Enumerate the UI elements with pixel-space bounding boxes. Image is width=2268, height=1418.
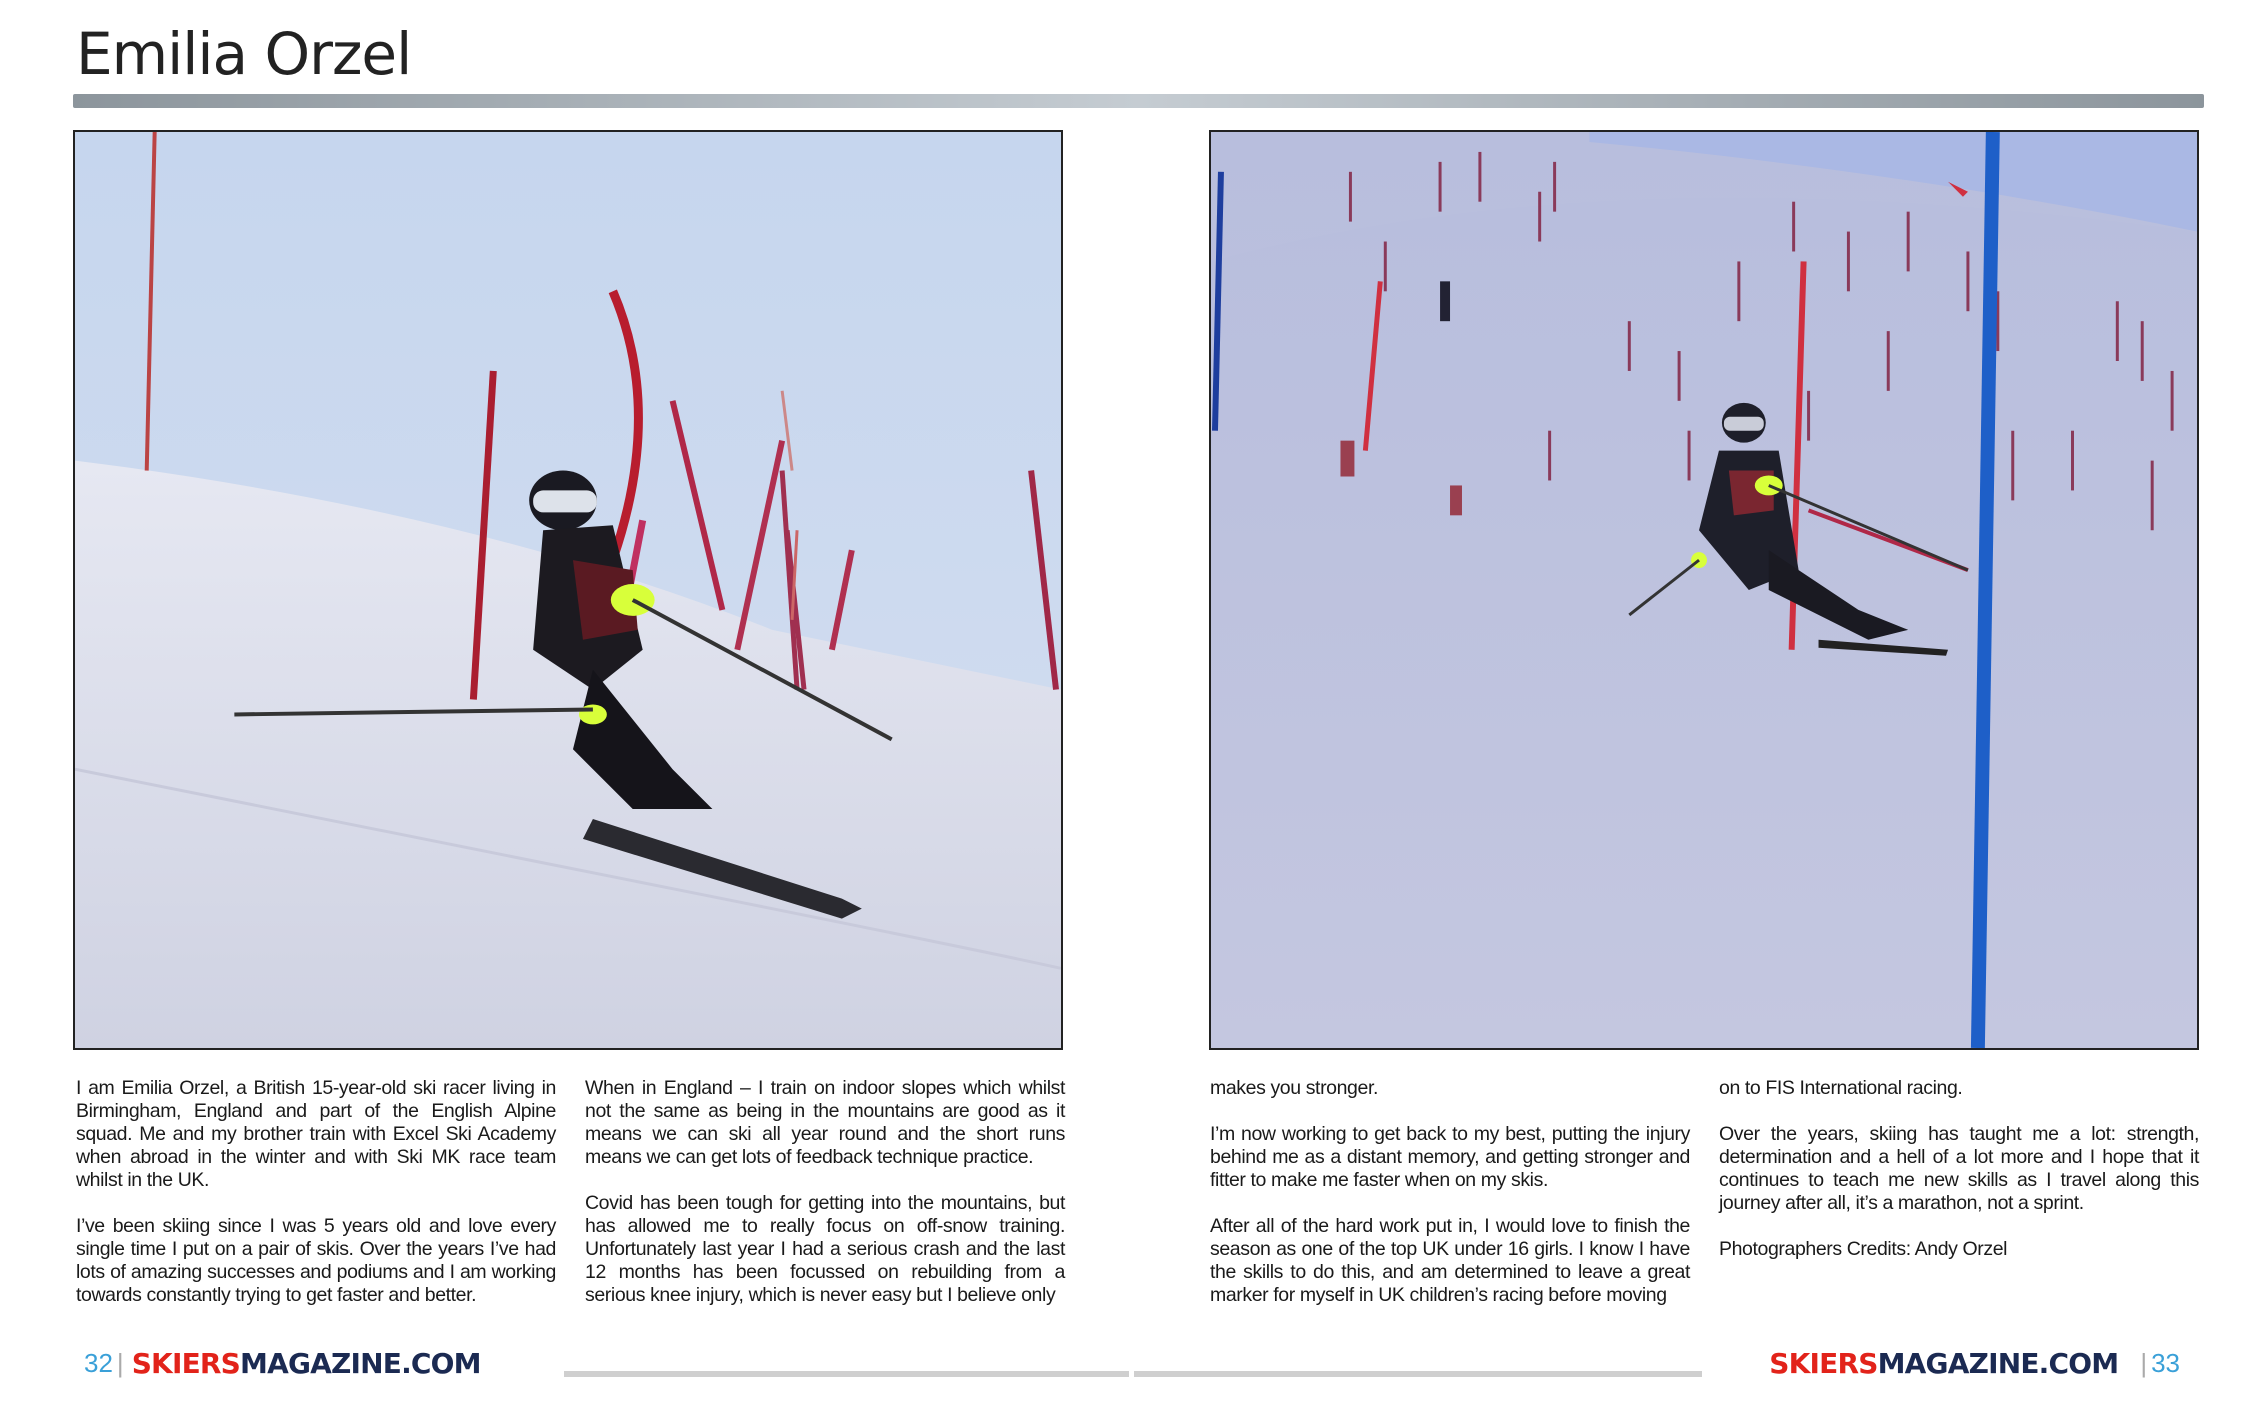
paragraph: After all of the hard work put in, I would love to finish the season as one of the top UK under 16 girls. I know I have the skills to do this, and am determined to leave a great marker for myself in UK children’s racing before moving [1210, 1215, 1690, 1306]
text-column-2 [585, 1077, 1065, 1330]
page-number-right: 33 [2151, 1347, 2180, 1378]
paragraph: makes you stronger. [1210, 1077, 1378, 1099]
paragraph: I’m now working to get back to my best, putting the injury behind me as a distant memory, and getting stronger and fitter to make me faster when on my skis. [1210, 1123, 1690, 1191]
page-separator: | [2140, 1347, 2148, 1378]
paragraph: I am Emilia Orzel, a British 15-year-old ski racer living in Birmingham, England and part of the English Alpine squad. Me and my brother train with Excel Ski Academy when abroad in the winter and with Ski MK race team whilst in the UK. [76, 1077, 556, 1191]
paragraph: Photographers Credits: Andy Orzel [1719, 1238, 2008, 1260]
paragraph: Over the years, skiing has taught me a lot: strength, determination and a hell of a lot more and I hope that it continues to teach me new skills as I travel along this journey after all, it’s a marathon, not a sprint. [1719, 1123, 2199, 1214]
footer-rule-left [564, 1371, 1129, 1377]
text-column-1 [76, 1077, 556, 1330]
paragraph: When in England – I train on indoor slopes which whilst not the same as being in the mountains are good as it means we can ski all year round and the short runs means we can get lots of feedback technique practice. [585, 1077, 1065, 1168]
paragraph: on to FIS International racing. [1719, 1077, 1963, 1099]
photo-skier-slalom-left [73, 130, 1063, 1050]
logo-text-navy: MAGAZINE.COM [1877, 1346, 2119, 1380]
paragraph: I’ve been skiing since I was 5 years old and love every single time I put on a pair of skis. Over the years I’ve had lots of amazing successes and podiums and I am working towards constantly trying to get faster and better. [76, 1215, 556, 1306]
logo-text-red: SKIERS [1769, 1346, 1878, 1380]
text-column-3 [1210, 1077, 1690, 1330]
photo-skier-slalom-right [1209, 130, 2199, 1050]
footer-right [1769, 1345, 2180, 1381]
page-number-left: 32 [84, 1347, 113, 1378]
article-title: Emilia Orzel [76, 20, 412, 88]
logo-text-red: SKIERS [131, 1346, 241, 1380]
footer-rule-right [1134, 1371, 1702, 1377]
footer-left [84, 1345, 481, 1381]
magazine-logo [1769, 1347, 2118, 1380]
logo-text-navy: MAGAZINE.COM [240, 1346, 481, 1380]
magazine-logo [132, 1347, 481, 1380]
page-separator: | [116, 1347, 124, 1378]
title-divider [73, 94, 2204, 108]
text-column-4 [1719, 1077, 2199, 1284]
paragraph: Covid has been tough for getting into the mountains, but has allowed me to really focus on off-snow training. Unfortunately last year I had a serious crash and the last 12 months has been focussed on rebuilding from a serious knee injury, which is never easy but I believe only [585, 1192, 1065, 1306]
